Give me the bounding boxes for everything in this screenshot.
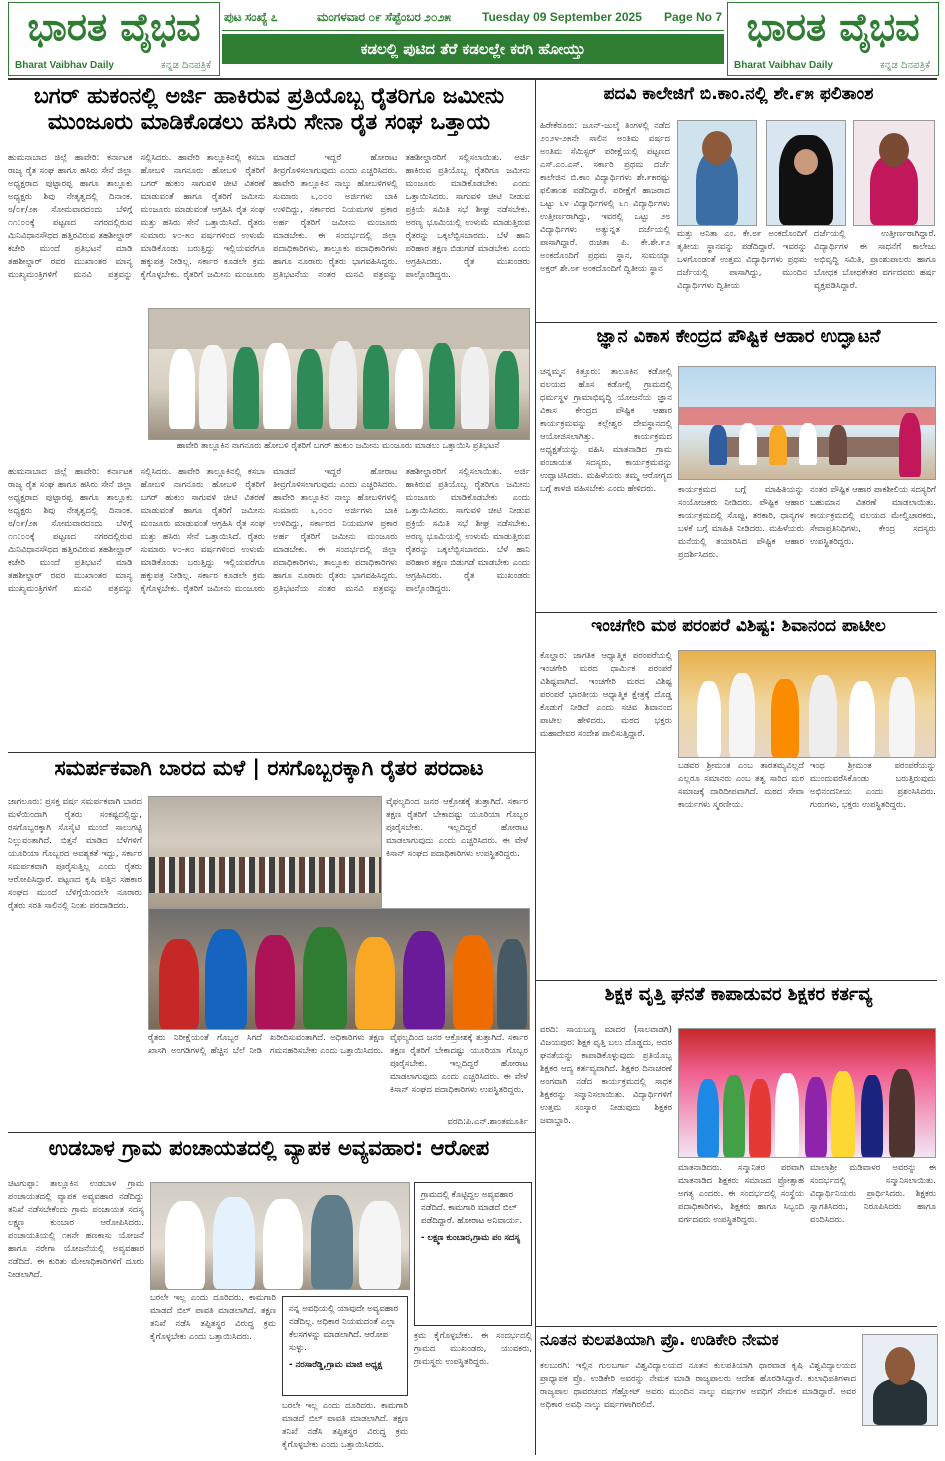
nutrition-body-mid: ಕಾರ್ಯಕ್ರಮದ ಬಗ್ಗೆ ಮಾಹಿತಿಯನ್ನು ಸಂಯೋಜಕರು ನೀಡಿದರು. ಪೌಷ್ಟಿಕ ಆಹಾರ ಕಾರ್ಯಕ್ರಮದಲ್ಲಿ ಸೊಪ್ಪು, ತರಕಾರಿ, ಧಾನ್ಯಗಳ ಬಳಕೆ ಬಗ್ಗೆ ಮಾಹಿತಿ ನೀಡಿದರು. ಮಹಿಳೆಯರು ಮನೆಯಲ್ಲಿ ತಯಾರಿಸಿದ ಪೌಷ್ಟಿಕ ಆಹಾರ ಪ್ರದರ್ಶಿಸಿದರು.	[678, 485, 804, 560]
rain-body-right: ವೈಫಲ್ಯದಿಂದ ಜನರ ಆಕ್ರೋಶಕ್ಕೆ ತುತ್ತಾಗಿದೆ. ಸರ್ಕಾರ ತಕ್ಷಣ ರೈತರಿಗೆ ಬೇಕಾದಷ್ಟು ಯೂರಿಯಾ ಗೊಬ್ಬರ ಪೂರೈಸಬೇಕು. ಇಲ್ಲದಿದ್ದರೆ ಹೋರಾಟ ಮಾಡಲಾಗುವುದು ಎಂದು ಎಚ್ಚರಿಸಿದರು. ಈ ವೇಳೆ ಕಿಸಾನ್ ಸಂಘದ ಪದಾಧಿಕಾರಿಗಳು ಉಪಸ್ಥಿತರಿದ್ದರು.	[390, 1033, 528, 1095]
masthead-logo-left	[8, 2, 220, 76]
nutrition-headline: ಜ್ಞಾನ ವಿಕಾಸ ಕೇಂದ್ರದ ಪೌಷ್ಟಿಕ ಆಹಾರ ಉದ್ಘಾಟನೆ	[596, 326, 881, 347]
section-divider	[536, 612, 937, 613]
column-divider	[535, 80, 536, 1455]
teacher-body-left: ವರದಿ: ಸಾಯಬಣ್ಣ ಮಾದರ (ಸಾಲವಾಡಗಿ) ವಿಜಯಪುರ: ಶಿಕ್ಷಕ ವೃತ್ತಿ ಬಲು ದೊಡ್ಡದು, ಅದರ ಘನತೆಯನ್ನು ಕಾಪಾಡಿಕೊಳ್ಳುವುದು ಪ್ರತಿಯೊಬ್ಬ ಶಿಕ್ಷಕರ ಆದ್ಯ ಕರ್ತವ್ಯವಾಗಿದೆ. ಶಿಕ್ಷಕರ ದಿನಾಚರಣೆ ಅಂಗವಾಗಿ ನಡೆದ ಕಾರ್ಯಕ್ರಮದಲ್ಲಿ ಸಾಧಕ ಶಿಕ್ಷಕರನ್ನು ಸನ್ಮಾನಿಸಲಾಯಿತು. ವಿದ್ಯಾರ್ಥಿಗಳಿಗೆ ಉತ್ತಮ ಸಂಸ್ಕಾರ ನೀಡುವುದು ಶಿಕ್ಷಕರ ಜವಾಬ್ದಾರಿ.	[540, 1025, 672, 1126]
farmers-body-bottom: ಹುಮನಾಬಾದ ಜಿಲ್ಲೆ ಹಾವೇರಿ: ಕರ್ನಾಟಕ ರಾಜ್ಯ ರೈತ ಸಂಘ ಹಾಗೂ ಹಸಿರು ಸೇನೆ ಜಿಲ್ಲಾ ಅಧ್ಯಕ್ಷರಾದ ಪುಟ್ಟಾರಪ್ಪ ಹಾಗೂ ತಾಲ್ಲೂಕು ಅಧ್ಯಕ್ಷರು ಶಿವು ನೇತೃತ್ವದಲ್ಲಿ ದಿನಾಂಕ. ೮/೦೯/೨೫ ಸೋಮವಾರದಂದು ಬೆಳಿಗ್ಗೆ ೧೧:೦೦ಕ್ಕೆ ಪಟ್ಟಣದ ನಗರದಲ್ಲಿರುವ ಮಿನಿವಿಧಾನಸೌಧದ ಹತ್ತಿರವಿರುವ ತಹಶೀಲ್ದಾರ್ ಕಚೇರಿ ಮುಂದೆ ಪ್ರತಿಭಟನೆ ಮಾಡಿ ತಹಶೀಲ್ದಾರ್ ರವರ ಮುಖಾಂತರ ಮಾನ್ಯ ಮುಖ್ಯಮಂತ್ರಿಗಳಿಗೆ ಮನವಿ ಪತ್ರವನ್ನು ಸಲ್ಲಿಸಿದರು. ಹಾವೇರಿ ತಾಲ್ಲೂಕಿನಲ್ಲಿ ಕಸಬಾ ಹೋಬಳಿ ನಾಗನೂರು ಹೋಬಳಿ ರೈತರಿಗೆ ಬಗರ್ ಹುಕುಂ ಸಾಗುವಳಿ ಚೀಟಿ ವಿತರಣೆ ಮಾಡುವಂತೆ ಹಾಗೂ ರೈತರಿಗೆ ಜಮೀನು ಮಂಜೂರು ಮಾಡುವಂತೆ ಆಗ್ರಹಿಸಿ ರೈತ ಸಂಘ ಮತ್ತು ಹಸಿರು ಸೇನೆ ಒತ್ತಾಯಿಸಿದೆ. ರೈತರು ಸುಮಾರು ೪೦-೫೦ ವರ್ಷಗಳಿಂದ ಉಳುಮೆ ಮಾಡಿಕೊಂಡು ಬರುತ್ತಿದ್ದು ಇಲ್ಲಿಯವರೆಗೂ ಹಕ್ಕುಪತ್ರ ನೀಡಿಲ್ಲ. ಸರ್ಕಾರ ಕೂಡಲೇ ಕ್ರಮ ಕೈಗೊಳ್ಳಬೇಕು. ರೈತರಿಗೆ ಜಮೀನು ಮಂಜೂರು ಮಾಡದೆ ಇದ್ದರೆ ಹೋರಾಟ ತೀವ್ರಗೊಳಿಸಲಾಗುವುದು ಎಂದು ಎಚ್ಚರಿಸಿದರು. ಹಾವೇರಿ ತಾಲ್ಲೂಕಿನ ನಾಲ್ಕು ಹೋಬಳಿಗಳಲ್ಲಿ ಸುಮಾರು ೬,೦೦೦ ಅರ್ಜಿಗಳು ಬಾಕಿ ಉಳಿದಿದ್ದು, ಸರ್ಕಾರದ ನಿಯಮಗಳ ಪ್ರಕಾರ ಅರ್ಹ ರೈತರಿಗೆ ಜಮೀನು ಮಂಜೂರು ಮಾಡಬೇಕು. ಈ ಸಂದರ್ಭದಲ್ಲಿ ಜಿಲ್ಲಾ ಪದಾಧಿಕಾರಿಗಳು, ತಾಲ್ಲೂಕು ಪದಾಧಿಕಾರಿಗಳು ಹಾಗೂ ನೂರಾರು ರೈತರು ಭಾಗವಹಿಸಿದ್ದರು. ಪ್ರತಿಭಟನೆಯ ನಂತರ ಮನವಿ ಪತ್ರವನ್ನು ತಹಶೀಲ್ದಾರರಿಗೆ ಸಲ್ಲಿಸಲಾಯಿತು. ಅರ್ಜಿ ಹಾಕಿರುವ ಪ್ರತಿಯೊಬ್ಬ ರೈತರಿಗೂ ಜಮೀನು ಮಂಜೂರು ಮಾಡಿಕೊಡಬೇಕು ಎಂದು ಒತ್ತಾಯಿಸಿದರು. ಸಾಗುವಳಿ ಚೀಟಿ ನೀಡುವ ಪ್ರಕ್ರಿಯೆ ಸಮಿತಿ ಸಭೆ ಶೀಘ್ರ ನಡೆಸಬೇಕು. ಅರಣ್ಯ ಭೂಮಿಯಲ್ಲಿ ಉಳುಮೆ ಮಾಡುತ್ತಿರುವ ರೈತರನ್ನು ಒಕ್ಕಲೆಬ್ಬಿಸಬಾರದು. ಬೆಳೆ ಹಾನಿ ಪರಿಹಾರ ತಕ್ಷಣ ಬಿಡುಗಡೆ ಮಾಡಬೇಕು ಎಂದು ಆಗ್ರಹಿಸಿದರು. ರೈತ ಮುಖಂಡರು ಪಾಲ್ಗೊಂಡಿದ್ದರು.	[8, 467, 530, 594]
udabala-quote-former-president	[282, 1296, 408, 1396]
rain-headline: ಸಮರ್ಪಕವಾಗಿ ಬಾರದ ಮಳೆ | ರಸಗೊಬ್ಬರಕ್ಕಾಗಿ ರೈತರ ಪರದಾಟ	[54, 756, 484, 780]
rain-body-mid: ರೈತರು ನಿರೀಕ್ಷೆಯಂತೆ ಗೊಬ್ಬರ ಸಿಗದೆ ಖಾಸಗಿ ಅಂಗಡಿಗಳಲ್ಲಿ ಹೆಚ್ಚಿನ ಬೆಲೆ ನೀಡಿ ಖರೀದಿಸುವಂತಾಗಿದೆ. ಅಧಿಕಾರಿಗಳು ತಕ್ಷಣ ಗಮನಹರಿಸಬೇಕು ಎಂದು ಒತ್ತಾಯಿಸಿದರು.	[148, 1033, 384, 1056]
section-divider	[8, 1132, 535, 1133]
udabala-quote-former-president-text: ನನ್ನ ಅವಧಿಯಲ್ಲಿ ಯಾವುದೇ ಅವ್ಯವಹಾರ ನಡೆದಿಲ್ಲ. ಅಧಿಕಾರ ನಿಯಮದಂತೆ ಎಲ್ಲಾ ಕೆಲಸಗಳನ್ನು ಮಾಡಲಾಗಿದೆ. ಆರೋಪ ಸುಳ್ಳು.	[289, 1304, 399, 1353]
section-divider	[536, 322, 937, 323]
section-divider	[536, 1326, 937, 1327]
udabala-photo	[150, 1182, 410, 1290]
section-divider	[536, 980, 937, 981]
udabala-quote-former-president-sign: - ನರಸಾರೆಡ್ಡಿ,ಗ್ರಾಮ ಮಾಜಿ ಅಧ್ಯಕ್ಷ	[289, 1360, 383, 1370]
masthead-subtitle-kn: ಕನ್ನಡ ದಿನಪತ್ರಿಕೆ	[160, 60, 211, 71]
udabala-quote-member-text: ಗ್ರಾಮದಲ್ಲಿ ಕೊಟ್ಟಿದ್ದಲ ಅವ್ಯವಹಾರ ನಡೆದಿದೆ. ಕಾಮಗಾರಿ ಮಾಡದೆ ಬಿಲ್ ಪಡೆದಿದ್ದಾರೆ. ಹೋರಾಟ ಅನಿವಾರ್ಯ.	[421, 1190, 523, 1226]
bcom-body-mid: ಮತ್ತು ಅನಿತಾ ಎಂ. ಕೇ.೮೯ ಅಂಕದೊಂದಿಗೆ ತೃತೀಯ ಸ್ಥಾನವನ್ನು ಪಡೆದಿದ್ದಾರೆ. ಇವರನ್ನು ಒಳಗೊಂಡಂತೆ ಉತ್ತಮ ವಿದ್ಯಾರ್ಥಿಗಳು ಪ್ರಥಮ ದರ್ಜೆಯಲ್ಲಿ ಪಾಸಾಗಿದ್ದು, ಮುಂದಿನ ವಿದ್ಯಾರ್ಥಿಗಳು ದ್ವಿತೀಯ	[677, 229, 807, 291]
teacher-headline: ಶಿಕ್ಷಕ ವೃತ್ತಿ ಘನತೆ ಕಾಪಾಡುವರ ಶಿಕ್ಷಕರ ಕರ್ತವ್ಯ	[604, 984, 873, 1005]
rain-queue-photo-2	[148, 908, 530, 1030]
issue-bar	[222, 4, 724, 31]
masthead-subtitle-en: Bharat Vaibhav Daily	[15, 60, 114, 71]
vc-photo	[862, 1334, 938, 1426]
page-number: Page No 7	[663, 10, 722, 24]
teacher-body-mid: ಮಾತನಾಡಿದರು. ಸನ್ಮಾನಿತರ ಪರವಾಗಿ ಮಾತನಾಡಿದ ಶಿಕ್ಷಕರು ಸಮಾಜದ ಪ್ರೋತ್ಸಾಹ ಅಗತ್ಯ ಎಂದರು. ಈ ಸಂದರ್ಭದಲ್ಲಿ ಸಂಸ್ಥೆಯ ಪದಾಧಿಕಾರಿಗಳು, ಶಿಕ್ಷಕರು ಹಾಗೂ ಸಿಬ್ಬಂದಿ ವರ್ಗದವರು ಉಪಸ್ಥಿತರಿದ್ದರು.	[678, 1163, 804, 1225]
udabala-body-right: ಕ್ರಮ ಕೈಗೊಳ್ಳಬೇಕು. ಈ ಸಂದರ್ಭದಲ್ಲಿ ಗ್ರಾಮದ ಮುಖಂಡರು, ಯುವಕರು, ಗ್ರಾಮಸ್ಥರು ಉಪಸ್ಥಿತರಿದ್ದರು.	[414, 1331, 532, 1367]
masthead-logo-right	[727, 2, 939, 76]
masthead-tagline: ಕಡಲಲ್ಲಿ ಪುಟಿದ ತೆರೆ ಕಡಲಲ್ಲೇ ಕರಗಿ ಹೋಯ್ತು	[222, 34, 724, 64]
issue-number: ಪುಟ ಸಂಖ್ಯೆ ೭	[224, 10, 278, 24]
udabala-body-left: ಚಿಟಗುಪ್ಪಾ: ತಾಲ್ಲೂಕಿನ ಉಡಬಾಳ ಗ್ರಾಮ ಪಂಚಾಯತದಲ್ಲಿ ವ್ಯಾಪಕ ಅವ್ಯವಹಾರ ನಡೆದಿದ್ದು ತನಿಖೆ ನಡೆಸಬೇಕೆಂದು ಗ್ರಾಮ ಪಂಚಾಯತ ಸದಸ್ಯ ಲಕ್ಷ್ಮಣ ಕುಂಬಾರ ಆರೋಪಿಸಿದರು. ಪಂಚಾಯತಿಯಲ್ಲಿ ೧೫ನೇ ಹಣಕಾಸು ಯೋಜನೆ ಹಾಗೂ ನರೇಗಾ ಯೋಜನೆಯಲ್ಲಿ ಅವ್ಯವಹಾರ ನಡೆದಿದೆ. ಈ ಕುರಿತು ಮೇಲಾಧಿಕಾರಿಗಳಿಗೆ ದೂರು ನೀಡಲಾಗಿದೆ.	[8, 1179, 144, 1280]
teacher-body-right: ಮಾಲಾಶ್ರೀ ಮಡಿವಾಳರ ಅವರನ್ನು ಈ ಸಂದರ್ಭದಲ್ಲಿ ಸನ್ಮಾನಿಸಲಾಯಿತು. ವಿದ್ಯಾರ್ಥಿನಿಯರು ಪ್ರಾರ್ಥಿಸಿದರು. ಶಿಕ್ಷಕರು ಸ್ವಾಗತಿಸಿದರು, ನಿರೂಪಿಸಿದರು ಹಾಗೂ ವಂದಿಸಿದರು.	[810, 1163, 936, 1225]
student-photo-1	[677, 120, 757, 226]
udabala-quote-member-sign: - ಲಕ್ಷ್ಮಣ ಕುಂಬಾರ,ಗ್ರಾಮ ಪಂ ಸದಸ್ಯ	[421, 1233, 521, 1243]
nutrition-body-left: ಚನ್ನಮ್ಮನ ಕಿತ್ತೂರು: ತಾಲೂಕಿನ ಕಡೋಲ್ಲಿ ವಲಯದ ಹೊಸ ಕಡೋಲ್ಲಿ ಗ್ರಾಮದಲ್ಲಿ ಧರ್ಮಸ್ಥಳ ಗ್ರಾಮಾಭಿವೃದ್ಧಿ ಯೋಜನೆಯ ಜ್ಞಾನ ವಿಕಾಸ ಕೇಂದ್ರದ ಪೌಷ್ಟಿಕ ಆಹಾರ ಕಾರ್ಯಕ್ರಮವನ್ನು ಕಲ್ಲೇಶ್ವರ ದೇವಸ್ಥಾನದಲ್ಲಿ ಆಯೋಜಿಸಲಾಗಿತ್ತು. ಕಾರ್ಯಕ್ರಮದ ಅಧ್ಯಕ್ಷತೆಯನ್ನು ವಹಿಸಿ ಮಾತನಾಡಿದ ಗ್ರಾಮ ಪಂಚಾಯತ ಸದಸ್ಯರು, ಕಾರ್ಯಕ್ರಮವನ್ನು ಉದ್ಘಾಟಿಸಿದರು. ಮಹಿಳೆಯರು ತಮ್ಮ ಆರೋಗ್ಯದ ಬಗ್ಗೆ ಕಾಳಜಿ ವಹಿಸಬೇಕು ಎಂದು ಹೇಳಿದರು.	[540, 367, 672, 494]
masthead-title: ಭಾರತ ವೈಭವ	[746, 4, 920, 49]
masthead-subtitle-en: Bharat Vaibhav Daily	[734, 60, 833, 71]
farmers-photo-caption: ಹಾವೇರಿ ತಾಲ್ಲೂಕಿನ ನಾಗನೂರು ಹೋಬಳಿ ರೈತರಿಗೆ ಬಗರ್ ಹುಕುಂ ಜಮೀನು ಮಂಜೂರು ಮಾಡಲು ಒತ್ತಾಯಿಸಿ ಪ್ರತಿಭಟನೆ	[176, 441, 500, 451]
student-photo-3	[853, 120, 935, 226]
section-divider	[8, 752, 535, 753]
bcom-body-left: ಹಿರೇಕೆರೂರು: ಜೂನ್-ಜುಲೈ ತಿಂಗಳಲ್ಲಿ ನಡೆದ ೨೦೨೪-೨೫ನೇ ಸಾಲಿನ ಅಂತಿಮ ವರ್ಷದ ಅಂತಿಮ ಸೆಮಿಸ್ಟರ್ ಪರೀಕ್ಷೆಯಲ್ಲಿ ಪಟ್ಟಣದ ಎಸ್.ಎಂ.ಎಸ್. ಸರ್ಕಾರಿ ಪ್ರಥಮ ದರ್ಜೆ ಕಾಲೇಜಿನ ಬಿ.ಕಾಂ ವಿದ್ಯಾರ್ಥಿಗಳು ಶೇ.೯೫ರಷ್ಟು ಫಲಿತಾಂಶ ಪಡೆದಿದ್ದಾರೆ. ಪರೀಕ್ಷೆಗೆ ಹಾಜರಾದ ಒಟ್ಟು ೬೪ ವಿದ್ಯಾರ್ಥಿಗಳಲ್ಲಿ ೬೧ ವಿದ್ಯಾರ್ಥಿಗಳು ಉತ್ತೀರ್ಣರಾಗಿದ್ದು, ಇವರಲ್ಲಿ ಒಟ್ಟು ೨೮ ವಿದ್ಯಾರ್ಥಿಗಳು ಅತ್ಯುನ್ನತ ದರ್ಜೆಯಲ್ಲಿ ಪಾಸಾಗಿದ್ದಾರೆ. ರುಚಿತಾ ಪಿ. ಕೇ.ಶೇ.೯೨ ಅಂಕದೊಂದಿಗೆ ಪ್ರಥಮ ಸ್ಥಾನ, ಸುಮಯ್ಯಾ ಅಕ್ತರ್ ಶೇ.೮೯ ಅಂಕದೊಂದಿಗೆ ದ್ವಿತೀಯ ಸ್ಥಾನ	[540, 121, 670, 274]
farmers-body-top: ಹುಮನಾಬಾದ ಜಿಲ್ಲೆ ಹಾವೇರಿ: ಕರ್ನಾಟಕ ರಾಜ್ಯ ರೈತ ಸಂಘ ಹಾಗೂ ಹಸಿರು ಸೇನೆ ಜಿಲ್ಲಾ ಅಧ್ಯಕ್ಷರಾದ ಪುಟ್ಟಾರಪ್ಪ ಹಾಗೂ ತಾಲ್ಲೂಕು ಅಧ್ಯಕ್ಷರು ಶಿವು ನೇತೃತ್ವದಲ್ಲಿ ದಿನಾಂಕ. ೮/೦೯/೨೫ ಸೋಮವಾರದಂದು ಬೆಳಿಗ್ಗೆ ೧೧:೦೦ಕ್ಕೆ ಪಟ್ಟಣದ ನಗರದಲ್ಲಿರುವ ಮಿನಿವಿಧಾನಸೌಧದ ಹತ್ತಿರವಿರುವ ತಹಶೀಲ್ದಾರ್ ಕಚೇರಿ ಮುಂದೆ ಪ್ರತಿಭಟನೆ ಮಾಡಿ ತಹಶೀಲ್ದಾರ್ ರವರ ಮುಖಾಂತರ ಮಾನ್ಯ ಮುಖ್ಯಮಂತ್ರಿಗಳಿಗೆ ಮನವಿ ಪತ್ರವನ್ನು ಸಲ್ಲಿಸಿದರು. ಹಾವೇರಿ ತಾಲ್ಲೂಕಿನಲ್ಲಿ ಕಸಬಾ ಹೋಬಳಿ ನಾಗನೂರು ಹೋಬಳಿ ರೈತರಿಗೆ ಬಗರ್ ಹುಕುಂ ಸಾಗುವಳಿ ಚೀಟಿ ವಿತರಣೆ ಮಾಡುವಂತೆ ಹಾಗೂ ರೈತರಿಗೆ ಜಮೀನು ಮಂಜೂರು ಮಾಡುವಂತೆ ಆಗ್ರಹಿಸಿ ರೈತ ಸಂಘ ಮತ್ತು ಹಸಿರು ಸೇನೆ ಒತ್ತಾಯಿಸಿದೆ. ರೈತರು ಸುಮಾರು ೪೦-೫೦ ವರ್ಷಗಳಿಂದ ಉಳುಮೆ ಮಾಡಿಕೊಂಡು ಬರುತ್ತಿದ್ದು ಇಲ್ಲಿಯವರೆಗೂ ಹಕ್ಕುಪತ್ರ ನೀಡಿಲ್ಲ. ಸರ್ಕಾರ ಕೂಡಲೇ ಕ್ರಮ ಕೈಗೊಳ್ಳಬೇಕು. ರೈತರಿಗೆ ಜಮೀನು ಮಂಜೂರು ಮಾಡದೆ ಇದ್ದರೆ ಹೋರಾಟ ತೀವ್ರಗೊಳಿಸಲಾಗುವುದು ಎಂದು ಎಚ್ಚರಿಸಿದರು. ಹಾವೇರಿ ತಾಲ್ಲೂಕಿನ ನಾಲ್ಕು ಹೋಬಳಿಗಳಲ್ಲಿ ಸುಮಾರು ೬,೦೦೦ ಅರ್ಜಿಗಳು ಬಾಕಿ ಉಳಿದಿದ್ದು, ಸರ್ಕಾರದ ನಿಯಮಗಳ ಪ್ರಕಾರ ಅರ್ಹ ರೈತರಿಗೆ ಜಮೀನು ಮಂಜೂರು ಮಾಡಬೇಕು. ಈ ಸಂದರ್ಭದಲ್ಲಿ ಜಿಲ್ಲಾ ಪದಾಧಿಕಾರಿಗಳು, ತಾಲ್ಲೂಕು ಪದಾಧಿಕಾರಿಗಳು ಹಾಗೂ ನೂರಾರು ರೈತರು ಭಾಗವಹಿಸಿದ್ದರು. ಪ್ರತಿಭಟನೆಯ ನಂತರ ಮನವಿ ಪತ್ರವನ್ನು ತಹಶೀಲ್ದಾರರಿಗೆ ಸಲ್ಲಿಸಲಾಯಿತು. ಅರ್ಜಿ ಹಾಕಿರುವ ಪ್ರತಿಯೊಬ್ಬ ರೈತರಿಗೂ ಜಮೀನು ಮಂಜೂರು ಮಾಡಿಕೊಡಬೇಕು ಎಂದು ಒತ್ತಾಯಿಸಿದರು. ಸಾಗುವಳಿ ಚೀಟಿ ನೀಡುವ ಪ್ರಕ್ರಿಯೆ ಸಮಿತಿ ಸಭೆ ಶೀಘ್ರ ನಡೆಸಬೇಕು. ಅರಣ್ಯ ಭೂಮಿಯಲ್ಲಿ ಉಳುಮೆ ಮಾಡುತ್ತಿರುವ ರೈತರನ್ನು ಒಕ್ಕಲೆಬ್ಬಿಸಬಾರದು. ಬೆಳೆ ಹಾನಿ ಪರಿಹಾರ ತಕ್ಷಣ ಬಿಡುಗಡೆ ಮಾಡಬೇಕು ಎಂದು ಆಗ್ರಹಿಸಿದರು. ರೈತ ಮುಖಂಡರು ಪಾಲ್ಗೊಂಡಿದ್ದರು.	[8, 153, 530, 280]
bcom-headline: ಪದವಿ ಕಾಲೇಜಿಗೆ ಬಿ.ಕಾಂ.ನಲ್ಲಿ ಶೇ.೯೫ ಫಲಿತಾಂಶ	[603, 84, 874, 104]
inchageri-body-right: ಇಂಥ ಶ್ರೀಮಂತ ಪರಂಪರೆಯನ್ನು ಮುಂದುವರೆಸಿಕೊಂಡು ಬರುತ್ತಿರುವುದು ಅಭಿನಂದನೀಯ ಎಂದು ಪ್ರಶಂಸಿಸಿದರು. ಗುರುಗಳು, ಭಕ್ತರು ಉಪಸ್ಥಿತರಿದ್ದರು.	[810, 761, 936, 810]
teacher-photo	[678, 1028, 936, 1158]
nutrition-body-right: ನಂತರ ಪೌಷ್ಟಿಕ ಆಹಾರ ಪಾಕಶೀಲಿಯ ಸದಸ್ಯರಿಗೆ ಬಹುಮಾನ ವಿತರಣೆ ಮಾಡಲಾಯಿತು. ಕಾರ್ಯಕ್ರಮದಲ್ಲಿ ವಲಯದ ಮೇಲ್ವಿಚಾರಕರು, ಸೇವಾಪ್ರತಿನಿಧಿಗಳು, ಕೇಂದ್ರ ಸದಸ್ಯರು ಉಪಸ್ಥಿತರಿದ್ದರು.	[810, 485, 936, 547]
student-photo-2	[766, 120, 846, 226]
udabala-headline: ಉಡಬಾಳ ಗ್ರಾಮ ಪಂಚಾಯತದಲ್ಲಿ ವ್ಯಾಪಕ ಅವ್ಯವಹಾರ: ಆರೋಪ	[48, 1136, 490, 1160]
inchageri-headline: ಇಂಚಗೇರಿ ಮಠ ಪರಂಪರೆ ವಿಶಿಷ್ಟ: ಶಿವಾನಂದ ಪಾಟೀಲ	[591, 616, 886, 636]
masthead-title: ಭಾರತ ವೈಭವ	[27, 4, 201, 49]
inchageri-body-left: ಕೊಲ್ಹಾರ: ಜಾಗತಿಕ ಆಧ್ಯಾತ್ಮಿಕ ಪರಂಪರೆಯಲ್ಲಿ ಇಂಚಗೇರಿ ಮಠದ ಧಾರ್ಮಿಕ ಪರಂಪರೆ ವಿಶಿಷ್ಟವಾಗಿದೆ. ಇಂಚಗೇರಿ ಮಠದ ವಿಶಿಷ್ಟ ಪರಂಪರೆ ಭಾರತೀಯ ಆಧ್ಯಾತ್ಮಿಕ ಕ್ಷೇತ್ರಕ್ಕೆ ದೊಡ್ಡ ಕೊಡುಗೆ ನೀಡಿದೆ ಎಂದು ಸಚಿವ ಶಿವಾನಂದ ಪಾಟೀಲ ಹೇಳಿದರು. ಮಠದ ಭಕ್ತರು ಮಹಾದೇವರ ಸಂದೇಶ ಪಾಲಿಸುತ್ತಿದ್ದಾರೆ.	[540, 651, 672, 739]
rain-body-right-top: ವೈಫಲ್ಯದಿಂದ ಜನರ ಆಕ್ರೋಶಕ್ಕೆ ತುತ್ತಾಗಿದೆ. ಸರ್ಕಾರ ತಕ್ಷಣ ರೈತರಿಗೆ ಬೇಕಾದಷ್ಟು ಯೂರಿಯಾ ಗೊಬ್ಬರ ಪೂರೈಸಬೇಕು. ಇಲ್ಲದಿದ್ದರೆ ಹೋರಾಟ ಮಾಡಲಾಗುವುದು ಎಂದು ಎಚ್ಚರಿಸಿದರು. ಈ ವೇಳೆ ಕಿಸಾನ್ ಸಂಘದ ಪದಾಧಿಕಾರಿಗಳು ಉಪಸ್ಥಿತರಿದ್ದರು.	[386, 797, 528, 859]
farmers-photo	[148, 308, 530, 440]
date-kannada: ಮಂಗಳವಾರ ೦೯ ಸೆಪ್ಟೆಂಬರ ೨೦೨೫	[317, 10, 452, 24]
masthead-subtitle-kn: ಕನ್ನಡ ದಿನಪತ್ರಿಕೆ	[879, 60, 930, 71]
udabala-body-lower: ಬರಲೇ ಇಲ್ಲ ಎಂದು ದೂರಿದರು. ಕಾಮಗಾರಿ ಮಾಡದೆ ಬಿಲ್ ಪಾವತಿ ಮಾಡಲಾಗಿದೆ. ತಕ್ಷಣ ತನಿಖೆ ನಡೆಸಿ ತಪ್ಪಿತಸ್ಥರ ವಿರುದ್ಧ ಕ್ರಮ ಕೈಗೊಳ್ಳಬೇಕು ಎಂದು ಒತ್ತಾಯಿಸಿದರು.	[282, 1401, 408, 1450]
nutrition-photo	[678, 366, 936, 480]
inchageri-body-mid: ಬಡವರ ಶ್ರೀಮಂತ ಎಂಬ ತಾರತಮ್ಯವಿಲ್ಲದೆ ಎಲ್ಲರೂ ಸಮಾನರು ಎಂಬ ತತ್ವ ಸಾರಿದ ಮಠ ಸಮಾಜಕ್ಕೆ ದಾರಿದೀಪವಾಗಿದೆ. ಮಠದ ಸೇವಾ ಕಾರ್ಯಗಳು ಸ್ಮರಣೀಯ.	[678, 761, 804, 810]
vc-headline: ನೂತನ ಕುಲಪತಿಯಾಗಿ ಪ್ರೊ. ಉಡಿಕೇರಿ ನೇಮಕ	[540, 1330, 779, 1349]
bcom-body-right: ದರ್ಜೆಯಲ್ಲಿ ಉತ್ತೀರ್ಣರಾಗಿದ್ದಾರೆ. ವಿದ್ಯಾರ್ಥಿಗಳ ಈ ಸಾಧನೆಗೆ ಕಾಲೇಜು ಅಭಿವೃದ್ಧಿ ಸಮಿತಿ, ಪ್ರಾಂಶುಪಾಲರು ಹಾಗೂ ಬೋಧಕ ಬೋಧಕೇತರ ವರ್ಗದವರು ಹರ್ಷ ವ್ಯಕ್ತಪಡಿಸಿದ್ದಾರೆ.	[814, 229, 936, 291]
udabala-body-mid: ಬರಲೇ ಇಲ್ಲ ಎಂದು ದೂರಿದರು. ಕಾಮಗಾರಿ ಮಾಡದೆ ಬಿಲ್ ಪಾವತಿ ಮಾಡಲಾಗಿದೆ. ತಕ್ಷಣ ತನಿಖೆ ನಡೆಸಿ ತಪ್ಪಿತಸ್ಥರ ವಿರುದ್ಧ ಕ್ರಮ ಕೈಗೊಳ್ಳಬೇಕು ಎಂದು ಒತ್ತಾಯಿಸಿದರು.	[150, 1293, 276, 1342]
farmers-headline: ಬಗರ್ ಹುಕಂನಲ್ಲಿ ಅರ್ಜಿ ಹಾಕಿರುವ ಪ್ರತಿಯೊಬ್ಬ ರೈತರಿಗೂ ಜಮೀನು ಮುಂಜೂರು ಮಾಡಿಕೊಡಲು ಹಸಿರು ಸೇನಾ ರೈತ ಸಂಘ ಒತ್ತಾಯ	[33, 84, 505, 136]
date-english: Tuesday 09 September 2025	[482, 10, 642, 24]
rain-queue-photo-1	[148, 796, 382, 908]
vc-body: ಕಲಬುರಗಿ: ಇಲ್ಲಿನ ಗುಲಬರ್ಗಾ ವಿಶ್ವವಿದ್ಯಾಲಯದ ನೂತನ ಕುಲಪತಿಯಾಗಿ ಧಾರವಾಡ ಕೃಷಿ ವಿಶ್ವವಿದ್ಯಾಲಯದ ಪ್ರಾಧ್ಯಾಪಕ ಪ್ರೊ. ಉಡಿಕೇರಿ ಅವರನ್ನು ನೇಮಕ ಮಾಡಿ ರಾಜ್ಯಪಾಲರು ಆದೇಶ ಹೊರಡಿಸಿದ್ದಾರೆ. ಕುಲಾಧಿಪತಿಗಳಾದ ರಾಜ್ಯಪಾಲ ಥಾವರಚಂದ ಗೆಹ್ಲೋಟ್ ಅವರು ಮುಂದಿನ ನಾಲ್ಕು ವರ್ಷಗಳ ಅವಧಿಗೆ ನೇಮಕ ಮಾಡಿದ್ದಾರೆ. ಅವರ ಅಧಿಕಾರ ಅವಧಿ ನಾಲ್ಕು ವರ್ಷಗಳಾಗಿರಲಿದೆ.	[540, 1361, 856, 1410]
rain-body-left: ಜಾಗಲೂರು: ಪ್ರಸಕ್ತ ವರ್ಷ ಸಮರ್ಪಕವಾಗಿ ಬಾರದ ಮಳೆಯಿಂದಾಗಿ ರೈತರು ಸಂಕಷ್ಟದಲ್ಲಿದ್ದು, ರಸಗೊಬ್ಬರಕ್ಕಾಗಿ ಸೊಸೈಟಿ ಮುಂದೆ ಸಾಲುಗಟ್ಟಿ ನಿಲ್ಲುವಂತಾಗಿದೆ. ಬಿತ್ತನೆ ಮಾಡಿದ ಬೆಳೆಗಳಿಗೆ ಯೂರಿಯಾ ಗೊಬ್ಬರದ ಅವಶ್ಯಕತೆ ಇದ್ದು, ಸರ್ಕಾರ ಸಮರ್ಪಕವಾಗಿ ಪೂರೈಸುತ್ತಿಲ್ಲ ಎಂದು ರೈತರು ಆರೋಪಿಸಿದ್ದಾರೆ. ಪಟ್ಟಣದ ಕೃಷಿ ಪತ್ತಿನ ಸಹಕಾರ ಸಂಘದ ಮುಂದೆ ಬೆಳಿಗ್ಗೆಯಿಂದಲೇ ನೂರಾರು ರೈತರು ಸರತಿ ಸಾಲಿನಲ್ಲಿ ನಿಂತು ಪರದಾಡಿದರು.	[8, 797, 142, 911]
inchageri-photo	[678, 650, 936, 758]
header-divider	[8, 78, 937, 80]
udabala-quote-member	[414, 1182, 532, 1326]
rain-reporter: ವರದಿ:ಪಿ.ಎನ್.ಶಾಂತಮೂರ್ತಿ	[447, 1117, 528, 1127]
